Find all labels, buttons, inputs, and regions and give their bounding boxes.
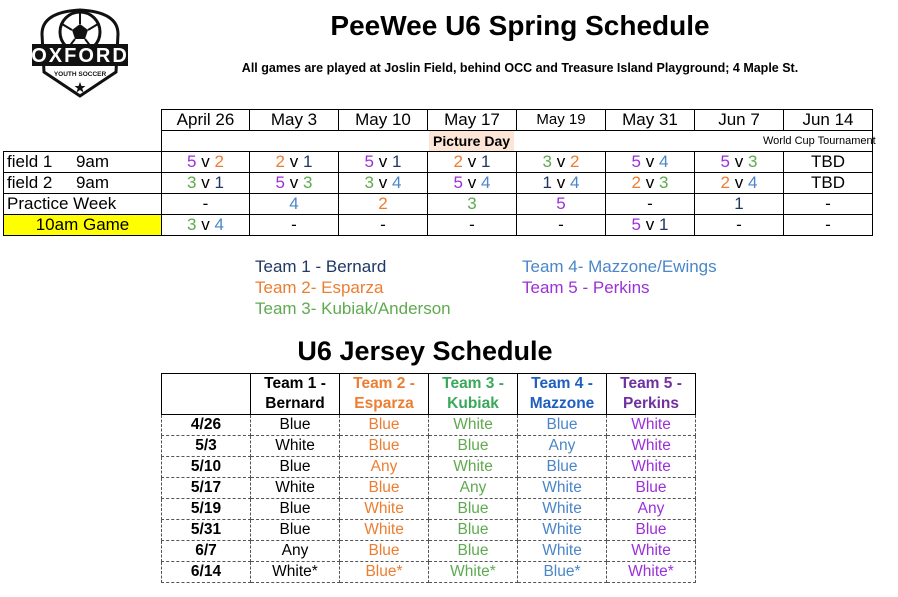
jersey-date: 6/14: [162, 562, 251, 583]
jersey-row: [162, 478, 696, 499]
field1-label: field 1 9am: [4, 152, 162, 173]
notes-corner: [4, 131, 162, 152]
practice-label: Practice Week: [4, 194, 162, 215]
game-cell: -: [695, 215, 784, 236]
date-cell: May 17: [428, 110, 517, 131]
jersey-cell: Blue: [518, 457, 607, 478]
jersey-row: [162, 562, 696, 583]
game-cell: 1 v 4: [517, 173, 606, 194]
jersey-cell: Blue: [251, 415, 340, 436]
game-cell: 5 v 1: [339, 152, 428, 173]
jersey-date: 5/31: [162, 520, 251, 541]
jersey-cell: Blue: [340, 478, 429, 499]
game-cell: 5 v 4: [606, 152, 695, 173]
date-cell: May 10: [339, 110, 428, 131]
jersey-cell: White: [607, 415, 696, 436]
team-legend-5: Team 5 - Perkins: [522, 278, 650, 297]
jersey-cell: Blue: [251, 520, 340, 541]
jersey-cell: White: [251, 478, 340, 499]
game-cell: 3 v 2: [517, 152, 606, 173]
jersey-row: [162, 457, 696, 478]
jersey-schedule-table: [161, 373, 696, 583]
date-cell: April 26: [162, 110, 250, 131]
date-cell: Jun 7: [695, 110, 784, 131]
jersey-cell: Blue: [607, 478, 696, 499]
jersey-cell: White: [607, 541, 696, 562]
jersey-date: 5/17: [162, 478, 251, 499]
date-cell: May 31: [606, 110, 695, 131]
practice-cell: 4: [250, 194, 339, 215]
jersey-cell: Any: [518, 436, 607, 457]
jersey-cell: Blue: [429, 520, 518, 541]
jersey-row: [162, 541, 696, 562]
date-cell: Jun 14: [784, 110, 873, 131]
game-cell: TBD: [784, 173, 873, 194]
date-header-row: [4, 110, 873, 131]
jersey-cell: White: [340, 499, 429, 520]
jersey-schedule-title: U6 Jersey Schedule: [297, 336, 553, 366]
jersey-header-team4: Team 4 - Mazzone: [518, 374, 607, 415]
practice-cell: 3: [428, 194, 517, 215]
practice-cell: -: [162, 194, 250, 215]
jersey-cell: White*: [251, 562, 340, 583]
jersey-cell: White: [429, 457, 518, 478]
ten-am-label: 10am Game: [4, 215, 162, 236]
jersey-cell: White: [518, 499, 607, 520]
practice-cell: 2: [339, 194, 428, 215]
game-cell: -: [250, 215, 339, 236]
game-cell: 2 v 4: [695, 173, 784, 194]
jersey-row: [162, 499, 696, 520]
page-title: PeeWee U6 Spring Schedule: [330, 10, 710, 41]
jersey-cell: White*: [607, 562, 696, 583]
jersey-cell: White: [340, 520, 429, 541]
jersey-cell: Blue: [251, 499, 340, 520]
jersey-cell: Blue*: [340, 562, 429, 583]
practice-cell: 5: [517, 194, 606, 215]
notes-cell: [162, 131, 876, 152]
jersey-date: 5/3: [162, 436, 251, 457]
team-legend-4: Team 4- Mazzone/Ewings: [522, 257, 717, 276]
jersey-cell: Blue: [340, 541, 429, 562]
team-legend-3: Team 3- Kubiak/Anderson: [255, 299, 451, 318]
jersey-cell: Blue: [251, 457, 340, 478]
game-cell: 2 v 3: [606, 173, 695, 194]
jersey-cell: White: [251, 436, 340, 457]
world-cup-label: World Cup Tournament: [763, 135, 876, 147]
jersey-cell: Blue: [340, 415, 429, 436]
jersey-header-team2: Team 2 - Esparza: [340, 374, 429, 415]
field2-row: [4, 173, 873, 194]
jersey-cell: Any: [340, 457, 429, 478]
game-schedule-table: [3, 109, 876, 236]
date-cell: May 19: [517, 110, 606, 131]
game-cell: 5 v 3: [250, 173, 339, 194]
game-cell: 2 v 1: [428, 152, 517, 173]
game-cell: 5 v 4: [428, 173, 517, 194]
jersey-cell: White: [518, 478, 607, 499]
jersey-header-team1: Team 1 - Bernard: [251, 374, 340, 415]
jersey-date: 5/19: [162, 499, 251, 520]
jersey-cell: Blue: [518, 415, 607, 436]
picture-day-label: Picture Day: [429, 131, 514, 151]
jersey-cell: White: [607, 436, 696, 457]
game-cell: 5 v 1: [606, 215, 695, 236]
jersey-row: [162, 436, 696, 457]
jersey-row: [162, 520, 696, 541]
jersey-row: [162, 415, 696, 436]
game-cell: -: [517, 215, 606, 236]
oxford-youth-soccer-logo: [30, 4, 130, 100]
location-subtitle: All games are played at Joslin Field, behind OCC and Treasure Island Playground; 4 Maple St.: [241, 61, 799, 75]
jersey-header-row: [162, 374, 696, 415]
field2-label: field 2 9am: [4, 173, 162, 194]
jersey-cell: White: [429, 415, 518, 436]
jersey-cell: Blue*: [518, 562, 607, 583]
jersey-cell: Any: [429, 478, 518, 499]
jersey-cell: White: [518, 541, 607, 562]
practice-cell: 1: [695, 194, 784, 215]
jersey-cell: Any: [251, 541, 340, 562]
jersey-cell: Any: [607, 499, 696, 520]
game-cell: 3 v 4: [162, 215, 250, 236]
game-cell: 3 v 1: [162, 173, 250, 194]
team-legend-1: Team 1 - Bernard: [255, 257, 387, 276]
game-cell: TBD: [784, 152, 873, 173]
jersey-cell: White: [518, 520, 607, 541]
game-cell: 3 v 4: [339, 173, 428, 194]
jersey-cell: White*: [429, 562, 518, 583]
jersey-date: 4/26: [162, 415, 251, 436]
soccer-ball-shield-icon: [30, 4, 130, 100]
jersey-date: 6/7: [162, 541, 251, 562]
game-cell: 2 v 1: [250, 152, 339, 173]
practice-row: [4, 194, 873, 215]
team-legend-2: Team 2- Esparza: [255, 278, 384, 297]
jersey-cell: White: [607, 457, 696, 478]
game-cell: 5 v 2: [162, 152, 250, 173]
jersey-date: 5/10: [162, 457, 251, 478]
game-cell: 5 v 3: [695, 152, 784, 173]
jersey-header-team5: Team 5 - Perkins: [607, 374, 696, 415]
jersey-cell: Blue: [429, 499, 518, 520]
jersey-cell: Blue: [340, 436, 429, 457]
logo-wordmark: OXFORD: [31, 45, 129, 67]
practice-cell: -: [606, 194, 695, 215]
date-cell: May 3: [250, 110, 339, 131]
practice-cell: -: [784, 194, 873, 215]
jersey-cell: Blue: [429, 436, 518, 457]
field1-row: [4, 152, 873, 173]
game-cell: -: [339, 215, 428, 236]
jersey-header-corner: [162, 374, 251, 415]
header-corner: [4, 110, 162, 131]
jersey-cell: Blue: [607, 520, 696, 541]
logo-tagline: YOUTH SOCCER: [53, 71, 107, 78]
jersey-cell: Blue: [429, 541, 518, 562]
game-cell: -: [784, 215, 873, 236]
jersey-header-team3: Team 3 - Kubiak: [429, 374, 518, 415]
notes-row: [4, 131, 873, 152]
ten-am-row: [4, 215, 873, 236]
game-cell: -: [428, 215, 517, 236]
